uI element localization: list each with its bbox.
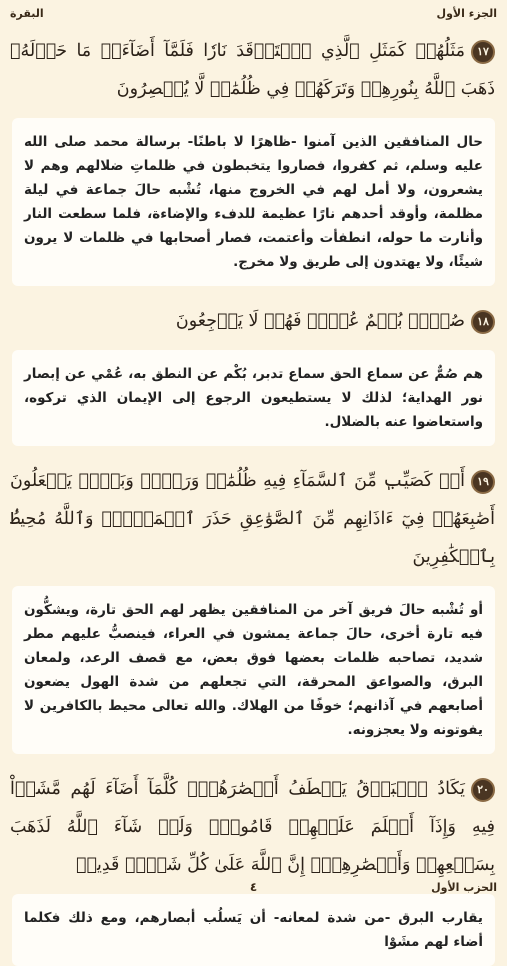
- surah-label: البقرة: [10, 6, 44, 20]
- page-header: [0, 0, 507, 26]
- verse-text: يَكَادُ ٱلۡبَرۡقُ يَخۡطَفُ أَبۡصَٰرَهُمۡۖ كُلَّمَآ أَضَآءَ لَهُم مَّشَوۡاْ فِيهِ وَإِذَآ أَظۡلَمَ عَلَيۡهِمۡ قَامُواْۚ وَلَوۡ شَآءَ ٱللَّهُ لَذَهَبَ بِسَمۡعِهِمۡ وَأَبۡصَٰرِهِمۡۚ إِنَّ ٱللَّهَ عَلَىٰ كُلِّ شَيۡءٖ قَدِيرٞ: [10, 779, 495, 875]
- tafsir-card: [12, 894, 495, 966]
- verse-18[interactable]: [0, 296, 507, 340]
- verse-text: صُمُّۢ بُكۡمٌ عُمۡيٞ فَهُمۡ لَا يَرۡجِعُونَ: [175, 311, 465, 331]
- tafsir-text: يقارب البرق -من شدة لمعانه- أن يَسلُب أبصارهم، ومع ذلك فكلما أضاء لهم مشَوْا: [24, 910, 483, 950]
- verse-number-badge: ١٧: [471, 40, 495, 64]
- verse-19[interactable]: [0, 456, 507, 576]
- tafsir-card: [12, 350, 495, 446]
- tafsir-card: [12, 586, 495, 754]
- verse-text: مَثَلُهُمۡ كَمَثَلِ ٱلَّذِي ٱسۡتَوۡقَدَ نَارٗا فَلَمَّآ أَضَآءَتۡ مَا حَوۡلَهُۥ ذَهَبَ ٱللَّهُ بِنُورِهِمۡ وَتَرَكَهُمۡ فِي ظُلُمَٰتٖ لَّا يُبۡصِرُونَ: [10, 41, 495, 99]
- verse-17[interactable]: [0, 26, 507, 108]
- tafsir-card: [12, 118, 495, 286]
- page-footer: [0, 874, 507, 900]
- tafsir-text: حال المنافقين الذين آمنوا -ظاهرًا لا باطنًا- برسالة محمد صلى الله عليه وسلم، ثم كفروا، فصاروا يتخبطون في ظلماتِ ضلالهم وهم لا يشعرون، ولا أمل لهم في الخروج منها، تُشْبه حالَ جماعة في ليلة مظلمة، وأوقد أحدهم نارًا عظيمة للدفء والإضاءة، فلما سطعت النار وأنارت ما حوله، انطفأت وأعتمت، فصار أصحابها في ظلمات لا يرون شيئًا، ولا يهتدون إلى طريق ولا مخرج.: [24, 134, 483, 270]
- verse-number-badge: ٢٠: [471, 778, 495, 802]
- tafsir-text: أو تُشْبه حالَ فريق آخر من المنافقين يظهر لهم الحق تارة، ويشكُّون فيه تارة أخرى، حالَ جماعة يمشون في العراء، فينصبُّ عليهم مطر شديد، تصاحبه ظلمات بعضها فوق بعض، مع قصف الرعد، ولمعان البرق، والصواعق المحرقة، التي تجعلهم من شدة الهول يضعون أصابعهم في آذانهم؛ خوفًا من الهلاك. والله تعالى محيط بالكافرين لا يفوتونه ولا يعجزونه.: [24, 602, 483, 738]
- verse-number-badge: ١٨: [471, 310, 495, 334]
- juz-label: الجزء الأول: [436, 6, 497, 20]
- tafsir-text: هم صُمٌّ عن سماع الحق سماع تدبر، بُكْم عن النطق به، عُمْي عن إبصار نور الهداية؛ لذلك لا يستطيعون الرجوع إلى الإيمان الذي تركوه، واستعاضوا عنه بالضلال.: [24, 366, 483, 430]
- verse-text: أَوۡ كَصَيِّبٖ مِّنَ ٱلسَّمَآءِ فِيهِ ظُلُمَٰتٞ وَرَعۡدٞ وَبَرۡقٞ يَجۡعَلُونَ أَصَٰبِعَهُمۡ فِيٓ ءَاذَانِهِم مِّنَ ٱلصَّوَٰعِقِ حَذَرَ ٱلۡمَوۡتِۚ وَٱللَّهُ مُحِيطُۢ بِٱلۡكَٰفِرِينَ: [10, 471, 495, 567]
- verse-20[interactable]: [0, 764, 507, 884]
- hizb-label: الحزب الأول: [431, 880, 497, 894]
- verse-number-badge: ١٩: [471, 470, 495, 494]
- page-number: ٤: [249, 880, 258, 894]
